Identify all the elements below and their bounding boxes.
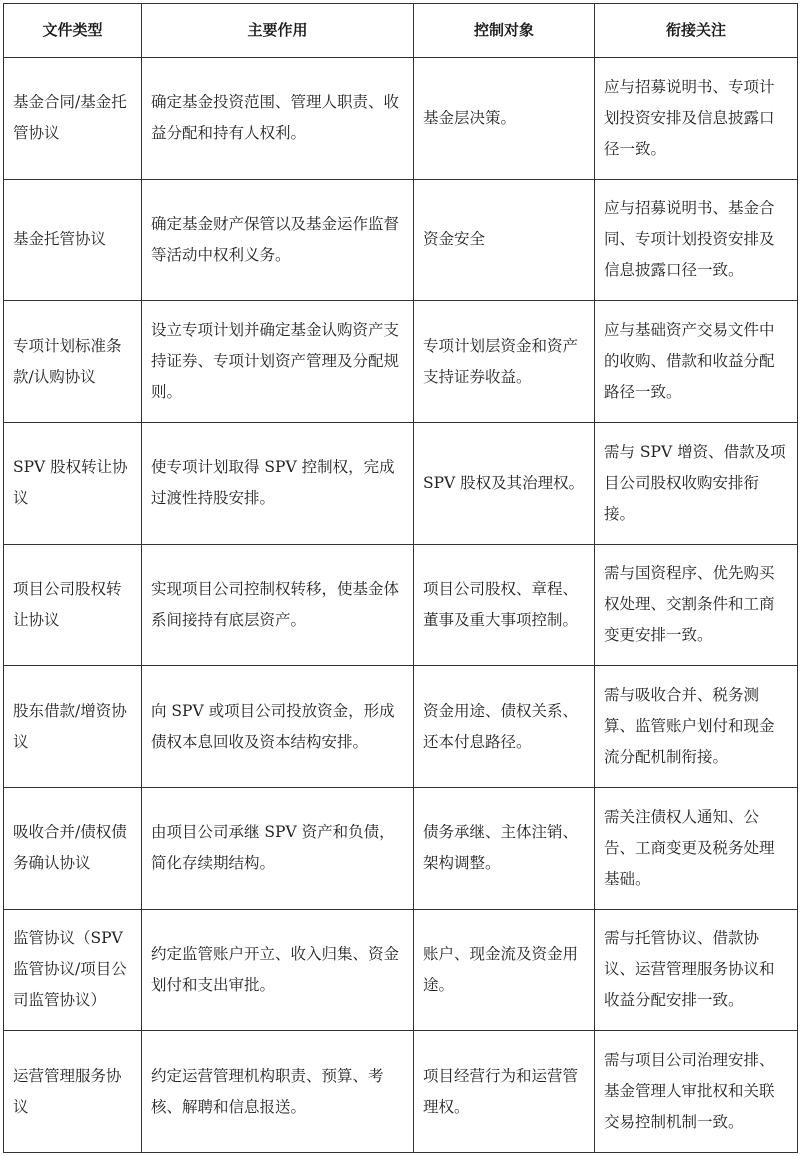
cell-main-function: 设立专项计划并确定基金认购资产支持证券、专项计划资产管理及分配规则。 [142, 301, 414, 423]
cell-control-object: 资金安全 [414, 179, 595, 301]
cell-main-function: 实现项目公司控制权转移，使基金体系间接持有底层资产。 [142, 544, 414, 666]
header-control-object: 控制对象 [414, 4, 595, 58]
cell-control-object: 基金层决策。 [414, 58, 595, 180]
table-row [4, 787, 798, 909]
cell-main-function: 确定基金投资范围、管理人职责、收益分配和持有人权利。 [142, 58, 414, 180]
cell-file-type: 基金托管协议 [4, 179, 142, 301]
cell-control-object: 项目公司股权、章程、董事及重大事项控制。 [414, 544, 595, 666]
table-row [4, 544, 798, 666]
cell-file-type: 运营管理服务协议 [4, 1031, 142, 1153]
cell-control-object: 债务承继、主体注销、架构调整。 [414, 787, 595, 909]
table-row [4, 666, 798, 788]
cell-linkage-focus: 需与吸收合并、税务测算、监管账户划付和现金流分配机制衔接。 [595, 666, 798, 788]
table-row [4, 422, 798, 544]
header-file-type: 文件类型 [4, 4, 142, 58]
cell-file-type: 基金合同/基金托管协议 [4, 58, 142, 180]
header-main-function: 主要作用 [142, 4, 414, 58]
cell-file-type: 项目公司股权转让协议 [4, 544, 142, 666]
cell-linkage-focus: 需与国资程序、优先购买权处理、交割条件和工商变更安排一致。 [595, 544, 798, 666]
cell-main-function: 约定监管账户开立、收入归集、资金划付和支出审批。 [142, 909, 414, 1031]
cell-file-type: 专项计划标准条款/认购协议 [4, 301, 142, 423]
table-row [4, 301, 798, 423]
cell-main-function: 由项目公司承继 SPV 资产和负债，简化存续期结构。 [142, 787, 414, 909]
cell-linkage-focus: 需与托管协议、借款协议、运营管理服务协议和收益分配安排一致。 [595, 909, 798, 1031]
table-header-row [4, 4, 798, 58]
cell-control-object: 资金用途、债权关系、还本付息路径。 [414, 666, 595, 788]
cell-file-type: 监管协议（SPV 监管协议/项目公司监管协议） [4, 909, 142, 1031]
cell-linkage-focus: 需关注债权人通知、公告、工商变更及税务处理基础。 [595, 787, 798, 909]
cell-main-function: 使专项计划取得 SPV 控制权，完成过渡性持股安排。 [142, 422, 414, 544]
cell-control-object: 账户、现金流及资金用途。 [414, 909, 595, 1031]
cell-linkage-focus: 需与项目公司治理安排、基金管理人审批权和关联交易控制机制一致。 [595, 1031, 798, 1153]
cell-control-object: SPV 股权及其治理权。 [414, 422, 595, 544]
header-linkage-focus: 衔接关注 [595, 4, 798, 58]
document-table [3, 3, 798, 1153]
cell-main-function: 向 SPV 或项目公司投放资金，形成债权本息回收及资本结构安排。 [142, 666, 414, 788]
table-row [4, 179, 798, 301]
cell-linkage-focus: 应与招募说明书、基金合同、专项计划投资安排及信息披露口径一致。 [595, 179, 798, 301]
cell-control-object: 项目经营行为和运营管理权。 [414, 1031, 595, 1153]
cell-main-function: 确定基金财产保管以及基金运作监督等活动中权利义务。 [142, 179, 414, 301]
cell-linkage-focus: 应与招募说明书、专项计划投资安排及信息披露口径一致。 [595, 58, 798, 180]
cell-file-type: SPV 股权转让协议 [4, 422, 142, 544]
cell-file-type: 股东借款/增资协议 [4, 666, 142, 788]
cell-control-object: 专项计划层资金和资产支持证券收益。 [414, 301, 595, 423]
table-row [4, 909, 798, 1031]
table-row [4, 1031, 798, 1153]
cell-file-type: 吸收合并/债权债务确认协议 [4, 787, 142, 909]
table-row [4, 58, 798, 180]
cell-linkage-focus: 需与 SPV 增资、借款及项目公司股权收购安排衔接。 [595, 422, 798, 544]
cell-main-function: 约定运营管理机构职责、预算、考核、解聘和信息报送。 [142, 1031, 414, 1153]
cell-linkage-focus: 应与基础资产交易文件中的收购、借款和收益分配路径一致。 [595, 301, 798, 423]
